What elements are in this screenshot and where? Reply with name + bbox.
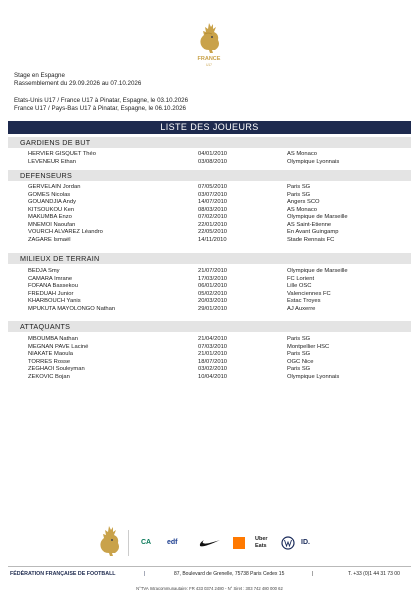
section-title: ATTAQUANTS: [20, 322, 71, 331]
nike-swoosh-icon: [199, 538, 221, 548]
player-birthdate: 22/05/2010: [198, 229, 228, 235]
player-birthdate: 07/05/2010: [198, 184, 228, 190]
player-birthdate: 21/07/2010: [198, 268, 228, 274]
logo-word: FRANCE: [197, 56, 221, 62]
player-birthdate: 03/08/2010: [198, 158, 228, 165]
player-birthdate: 22/01/2010: [198, 221, 228, 228]
sponsor-logo: edf: [167, 539, 178, 546]
footer: [8, 569, 411, 579]
table-row: [0, 268, 419, 276]
player-name: GOMES Nicolas: [28, 191, 71, 198]
defenders-list: [0, 184, 419, 244]
federation-phone: T. +33 (0)1 44 31 73 00: [348, 571, 400, 577]
stage-line2: Rassemblement du 29.09.2026 au 07.10.2026: [14, 80, 142, 87]
footer-separator: |: [144, 571, 146, 577]
sponsor-bar: [128, 530, 325, 556]
player-birthdate: 07/03/2010: [198, 343, 228, 350]
vat-number: N°TVA Intracommunautaire: FR 433 0374 2480 - N° Siret : 303 742 480 000 62: [136, 586, 283, 591]
player-list-banner: LISTE DES JOUEURS: [8, 121, 411, 134]
orange-logo-icon: [233, 537, 245, 549]
player-name: BEDJA Smy: [28, 268, 60, 274]
player-birthdate: 21/04/2010: [198, 336, 228, 342]
player-name: ZEKOVIC Bojan: [28, 373, 70, 380]
player-club: Olympique Lyonnais: [287, 158, 340, 165]
midfielders-list: [0, 268, 419, 313]
table-row: [0, 199, 419, 207]
table-row: [0, 276, 419, 284]
player-birthdate: 29/01/2010: [198, 305, 228, 312]
player-name: FREDUAH Junior: [28, 290, 74, 297]
sponsor-logo: ID.: [301, 539, 310, 546]
player-club: Paris SG: [287, 336, 311, 342]
player-name: MNEMOI Naoufan: [28, 221, 76, 228]
player-club: Valenciennes FC: [287, 290, 331, 297]
table-row: [0, 298, 419, 306]
player-name: ZEGHAOI Souleyman: [28, 366, 85, 372]
player-club: Paris SG: [287, 351, 311, 357]
federation-name: FÉDÉRATION FRANÇAISE DE FOOTBALL: [10, 571, 116, 577]
player-birthdate: 06/01/2010: [198, 283, 228, 289]
sponsor-logo: CA: [141, 539, 152, 546]
player-club: Paris SG: [287, 366, 311, 372]
player-club: OGC Nice: [287, 358, 314, 365]
player-name: TORRES Rosse: [28, 358, 71, 365]
table-row: [0, 229, 419, 237]
stage-info: [14, 72, 141, 88]
section-forwards: [8, 321, 411, 332]
section-defenders: [8, 170, 411, 181]
player-name: CAMARA Imrane: [28, 275, 73, 282]
table-row: [0, 291, 419, 299]
player-name: KHARBOUCH Yanis: [28, 298, 81, 304]
player-birthdate: 14/07/2010: [198, 199, 228, 205]
footer-divider: [8, 566, 411, 567]
player-name: MEGNAN PAVE Laciné: [28, 343, 89, 350]
player-club: Olympique de Marseille: [287, 268, 348, 274]
player-name: MBOUMBA Nathan: [28, 336, 78, 342]
player-club: Estac Troyes: [287, 298, 321, 304]
table-row: [0, 214, 419, 222]
table-row: [0, 151, 419, 159]
table-row: [0, 159, 419, 167]
section-title: DEFENSEURS: [20, 171, 73, 180]
player-club: En Avant Guingamp: [287, 229, 339, 235]
player-birthdate: 07/02/2010: [198, 214, 228, 220]
section-midfielders: [8, 253, 411, 264]
player-club: Olympique Lyonnais: [287, 373, 340, 380]
player-name: VOURCH ALVAREZ Léandro: [28, 229, 103, 235]
sponsor-logo: Uber Eats: [255, 536, 268, 549]
table-row: [0, 351, 419, 359]
table-row: [0, 283, 419, 291]
section-goalkeepers: [8, 137, 411, 148]
player-club: AS Monaco: [287, 206, 317, 213]
player-club: AS Saint-Etienne: [287, 221, 332, 228]
player-birthdate: 14/11/2010: [198, 236, 227, 243]
table-row: [0, 306, 419, 314]
player-name: NIAKATE Maoula: [28, 351, 73, 357]
player-club: Paris SG: [287, 184, 311, 190]
player-birthdate: 03/07/2010: [198, 191, 228, 198]
player-name: MPUKUTA MAYOLONGO Nathan: [28, 305, 116, 312]
player-birthdate: 03/02/2010: [198, 366, 228, 372]
player-name: GERVELAIN Jordan: [28, 184, 81, 190]
player-name: GOUANDJIA Andy: [28, 199, 77, 205]
logo-sub: U17: [206, 63, 212, 67]
player-birthdate: 18/07/2010: [198, 358, 228, 365]
player-club: Olympique de Marseille: [287, 214, 348, 220]
section-title: MILIEUX DE TERRAIN: [20, 254, 100, 263]
match-info: [14, 97, 188, 113]
player-birthdate: 10/04/2010: [198, 373, 228, 380]
player-club: Lille OSC: [287, 283, 312, 289]
match-line2: France U17 / Pays-Bas U17 à Pinatar, Espagne, le 06.10.2026: [14, 105, 186, 112]
player-name: HERVIER GISQUET Théo: [28, 151, 96, 157]
player-birthdate: 04/01/2010: [198, 151, 228, 157]
table-row: [0, 184, 419, 192]
table-row: [0, 344, 419, 352]
player-club: Paris SG: [287, 191, 311, 198]
player-name: LEVENEUR Ethan: [28, 158, 77, 165]
table-row: [0, 374, 419, 382]
table-row: [0, 366, 419, 374]
player-birthdate: 20/03/2010: [198, 298, 228, 304]
goalkeepers-list: [0, 151, 419, 166]
player-club: Angers SCO: [287, 199, 320, 205]
table-row: [0, 237, 419, 245]
player-club: FC Lorient: [287, 275, 315, 282]
stage-line1: Stage en Espagne: [14, 72, 65, 79]
player-birthdate: 05/02/2010: [198, 290, 228, 297]
player-name: MAKUMBA Enzo: [28, 214, 72, 220]
footer-separator: |: [312, 571, 314, 577]
player-birthdate: 21/01/2010: [198, 351, 228, 357]
match-line1: Etats-Unis U17 / France U17 à Pinatar, Espagne, le 03.10.2026: [14, 97, 189, 104]
player-name: ZAGARE Ismaël: [28, 236, 71, 243]
player-club: Montpellier HSC: [287, 343, 330, 350]
fff-rooster-logo: [194, 20, 224, 72]
table-row: [0, 222, 419, 230]
fff-rooster-small-logo: [94, 523, 124, 563]
table-row: [0, 207, 419, 215]
federation-address: 87, Boulevard de Grenelle, 75738 Paris Cedex 15: [174, 571, 285, 577]
player-club: Stade Rennais FC: [287, 236, 335, 243]
player-birthdate: 17/03/2010: [198, 275, 228, 282]
forwards-list: [0, 336, 419, 381]
table-row: [0, 192, 419, 200]
section-title: GARDIENS DE BUT: [20, 138, 91, 147]
table-row: [0, 336, 419, 344]
table-row: [0, 359, 419, 367]
vw-logo-icon: [281, 536, 295, 550]
player-club: AJ Auxerre: [287, 305, 316, 312]
player-birthdate: 08/03/2010: [198, 206, 228, 213]
player-name: FOFANA Bassekou: [28, 283, 78, 289]
player-name: KITSOUKOU Ken: [28, 206, 75, 213]
player-club: AS Monaco: [287, 151, 317, 157]
